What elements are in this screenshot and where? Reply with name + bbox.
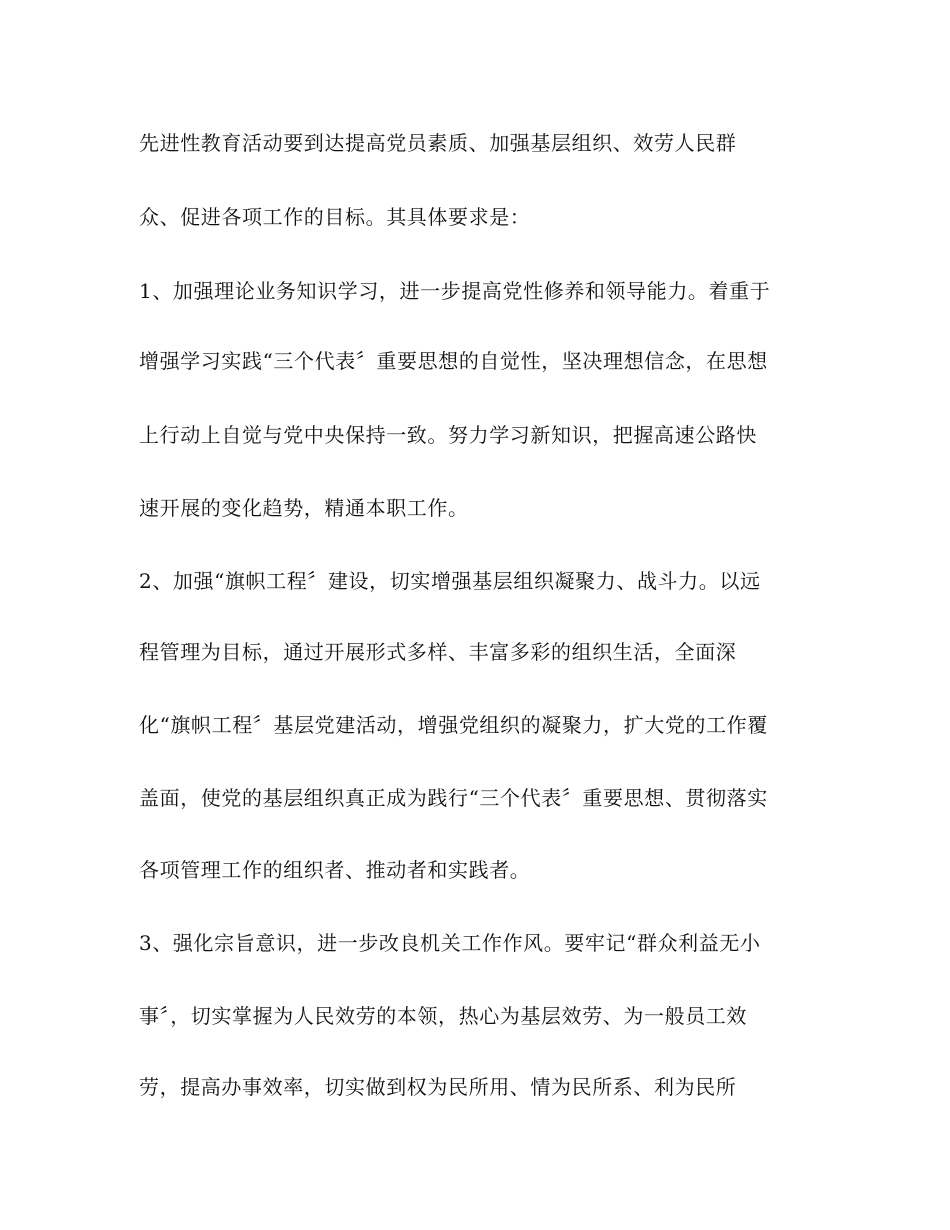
text-line: 速开展的变化趋势，精通本职工作。 bbox=[139, 496, 469, 520]
text-line: 事〞，切实掌握为人民效劳的本领，热心为基层效劳、为一般员工效 bbox=[139, 1004, 747, 1028]
text-line: 3、强化宗旨意识，进一步改良机关工作作风。要牢记“群众利益无小 bbox=[139, 931, 761, 955]
text-line: 劳，提高办事效率，切实做到权为民所用、情为民所系、利为民所 bbox=[139, 1075, 737, 1099]
text-line: 增强学习实践“三个代表〞重要思想的自觉性，坚决理想信念，在思想 bbox=[139, 349, 768, 373]
text-line: 化“旗帜工程〞基层党建活动，增强党组织的凝聚力，扩大党的工作覆 bbox=[139, 713, 768, 737]
text-line: 1、加强理论业务知识学习，进一步提高党性修养和领导能力。着重于 bbox=[139, 279, 771, 303]
text-line: 上行动上自觉与党中央保持一致。努力学习新知识，把握高速公路快 bbox=[139, 423, 757, 447]
text-line: 程管理为目标，通过开展形式多样、丰富多彩的组织生活，全面深 bbox=[139, 640, 737, 664]
text-line: 各项管理工作的组织者、推动者和实践者。 bbox=[139, 858, 531, 882]
text-line: 2、加强“旗帜工程〞建设，切实增强基层组织凝聚力、战斗力。以远 bbox=[139, 569, 761, 593]
text-line: 盖面，使党的基层组织真正成为践行“三个代表〞重要思想、贯彻落实 bbox=[139, 786, 768, 810]
text-line: 先进性教育活动要到达提高党员素质、加强基层组织、效劳人民群 bbox=[139, 131, 737, 155]
text-line: 众、促进各项工作的目标。其具体要求是： bbox=[139, 205, 531, 229]
